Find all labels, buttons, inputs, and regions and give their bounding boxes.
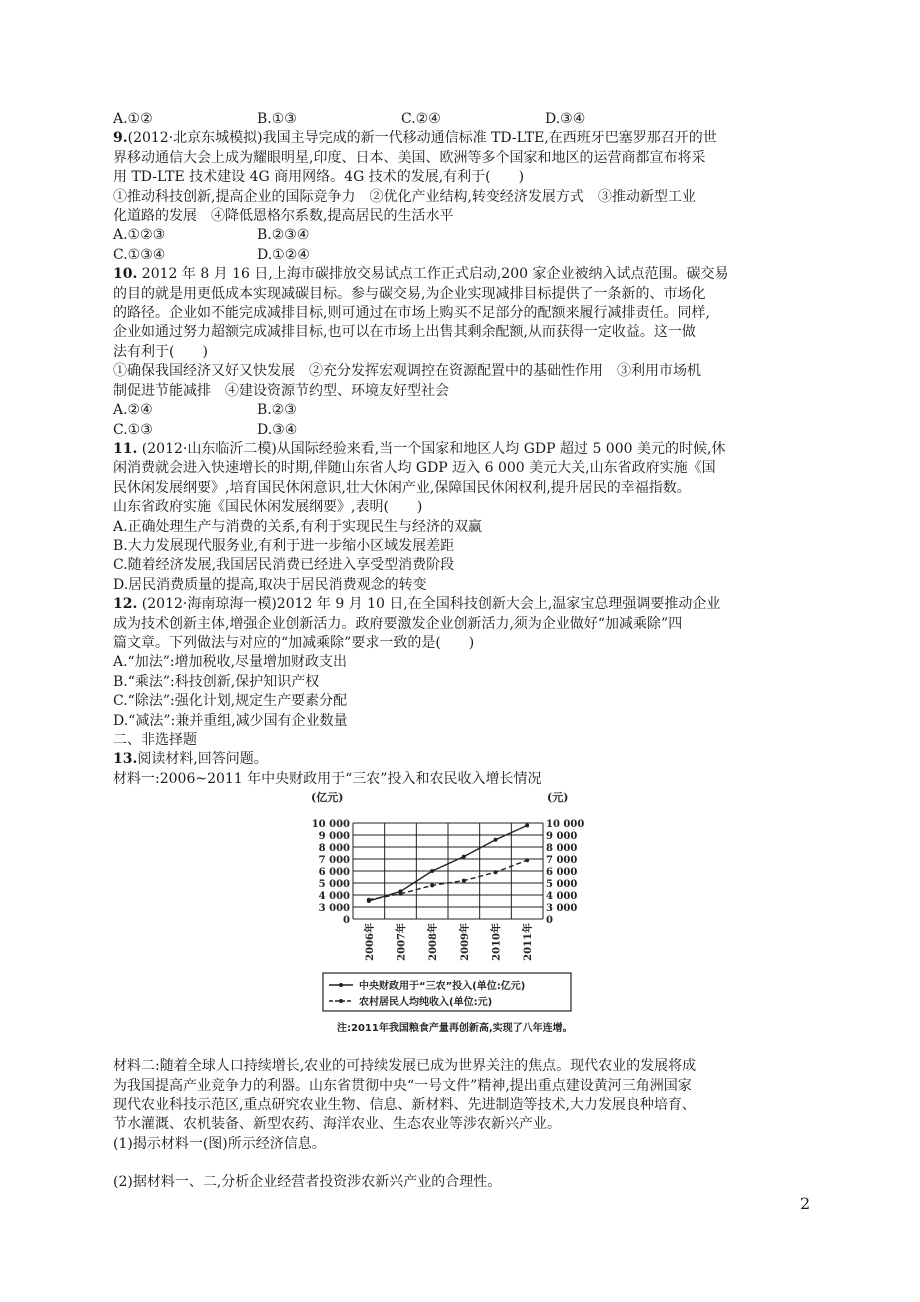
top-options [113,110,821,129]
question-text: 制促进节能减排 ④建设资源节约型、环境友好型社会 [113,382,449,399]
option[interactable]: C.②④ [401,111,441,127]
question-text: (2012·山东临沂二模)从国际经验来看,当一个国家和地区人均 GDP 超过 5 000 美元的时候,休 [137,440,726,457]
legend-marker-2 [339,999,343,1003]
chart-note: 注:2011年我国粮食产量再创新高,实现了八年连增。 [337,1023,573,1035]
option[interactable]: B.①③ [257,111,297,127]
question-text: 成为技术创新主体,增强企业创新活力。政府要激发企业创新活力,须为企业做好“加减乘除”四 [113,615,683,632]
y-tick-label-right: 8 000 [546,843,578,855]
x-tick-label: 2011年 [523,923,535,962]
question-number: 9. [113,130,128,147]
option[interactable]: B.②③ [257,402,297,419]
option[interactable]: D.③④ [257,421,298,438]
question-12 [113,595,821,731]
question-10 [113,265,821,440]
legend-label-2: 农村居民人均纯收入(单位:元) [359,997,493,1009]
chart-container [113,789,821,1057]
option[interactable]: B.②③④ [257,227,310,244]
material-2-text: 现代农业科技示范区,重点研究农业生物、信息、新材料、先进制造等技术,大力发展良种培育、 [113,1097,696,1114]
data-point-series-2 [430,884,434,888]
material-1-title: 材料一:2006~2011 年中央财政用于“三农”投入和农民收入增长情况 [113,770,542,787]
option[interactable]: A.②④ [113,402,153,419]
option[interactable]: D.“减法”:兼并重组,减少国有企业数量 [113,712,348,729]
line-chart [303,789,633,1054]
data-point-series-2 [494,870,498,874]
worksheet [113,110,821,1193]
data-point-series-1 [494,838,498,842]
x-tick-label: 2007年 [396,923,408,962]
y-tick-label-left: 0 [343,915,350,927]
question-text: 的目的就是用更低成本实现减碳目标。参与碳交易,为企业实现减排目标提供了一条新的、市场化 [113,285,706,302]
x-tick-label: 2010年 [491,923,503,962]
y-tick-label-right: 6 000 [546,867,578,879]
right-axis-unit: (元) [547,791,569,805]
y-tick-label-right: 10 000 [546,819,585,831]
question-text: 山东省政府实施《国民休闲发展纲要》,表明( ) [113,499,423,516]
sub-question-1: (1)揭示材料一(图)所示经济信息。 [113,1135,326,1152]
question-text: 篇文章。下列做法与对应的“加减乘除”要求一致的是( ) [113,634,475,651]
question-9 [113,129,821,265]
option[interactable]: C.“除法”:强化计划,规定生产要素分配 [113,693,348,710]
page-number: 2 [800,1194,811,1213]
data-point-series-1 [430,869,434,873]
data-point-series-1 [525,824,529,828]
option[interactable]: D.①②④ [257,246,310,263]
legend-label-1: 中央财政用于“三农”投入(单位:亿元) [359,981,526,993]
material-2-text: 为我国提高产业竞争力的利器。山东省贯彻中央“一号文件”精神,提出重点建设黄河三角洲国家 [113,1077,692,1094]
x-tick-label: 2009年 [459,923,471,962]
option[interactable]: A.①② [113,111,153,127]
y-tick-label-left: 3 000 [318,903,350,915]
option[interactable]: A.“加法”:增加税收,尽量增加财政支出 [113,654,348,671]
question-text: 化道路的发展 ④降低恩格尔系数,提高居民的生活水平 [113,208,454,225]
sub-question-2: (2)据材料一、二,分析企业经营者投资涉农新兴产业的合理性。 [113,1174,502,1191]
question-13 [113,750,821,1192]
question-text: (2012·北京东城模拟)我国主导完成的新一代移动通信标准 TD-LTE,在西班牙巴塞罗那召开的世 [127,130,717,147]
y-tick-label-right: 0 [546,915,553,927]
y-tick-label-right: 7 000 [546,855,578,867]
question-text: ①确保我国经济又好又快发展 ②充分发挥宏观调控在资源配置中的基础性作用 ③利用市场机 [113,363,701,380]
y-tick-label-right: 4 000 [546,891,578,903]
question-text: 法有利于( ) [113,343,208,360]
question-text: (2012·海南琼海一模)2012 年 9 月 10 日,在全国科技创新大会上,温家宝总理强调要推动企业 [137,596,721,613]
data-point-series-2 [399,892,403,896]
y-tick-label-left: 5 000 [318,879,350,891]
option[interactable]: A.正确处理生产与消费的关系,有利于实现民生与经济的双赢 [113,518,483,535]
left-axis-unit: (亿元) [311,791,344,805]
question-11 [113,440,821,595]
y-tick-label-left: 9 000 [318,831,350,843]
option[interactable]: D.③④ [545,111,586,127]
option[interactable]: C.随着经济发展,我国居民消费已经进入享受型消费阶段 [113,557,455,574]
question-text: 用 TD-LTE 技术建设 4G 商用网络。4G 技术的发展,有利于( ) [113,169,525,186]
data-point-series-1 [462,855,466,859]
question-text: 界移动通信大会上成为耀眼明星,印度、日本、美国、欧洲等多个国家和地区的运营商都宣布将采 [113,149,706,166]
option[interactable]: B.“乘法”:科技创新,保护知识产权 [113,673,320,690]
y-tick-label-left: 7 000 [318,855,350,867]
y-tick-label-right: 9 000 [546,831,578,843]
legend-marker-1 [339,983,343,987]
y-tick-label-right: 5 000 [546,879,578,891]
question-text: 民休闲发展纲要》,培育国民休闲意识,壮大休闲产业,保障国民休闲权利,提升居民的幸福指数。 [113,479,691,496]
question-text: 阅读材料,回答问题。 [137,751,268,768]
question-text: 闲消费就会进入快速增长的时期,伴随山东省人均 GDP 迈入 6 000 美元大关,山东省政府实施《国 [113,460,716,477]
section-heading: 二、非选择题 [113,732,197,748]
data-point-series-2 [525,858,529,862]
y-tick-label-left: 6 000 [318,867,350,879]
option[interactable]: B.大力发展现代服务业,有利于进一步缩小区域发展差距 [113,537,455,554]
question-number: 13. [113,751,138,768]
x-tick-label: 2006年 [364,923,376,962]
option[interactable]: C.①③④ [113,246,166,263]
material-2-text: 材料二:随着全球人口持续增长,农业的可持续发展已成为世界关注的焦点。现代农业的发展将成 [113,1058,697,1075]
question-number: 12. [113,596,138,613]
y-tick-label-left: 8 000 [318,843,350,855]
x-tick-label: 2008年 [428,923,440,962]
question-text: 的路径。企业如不能完成减排目标,则可通过在市场上购买不足部分的配额来履行减排责任。同样, [113,305,710,322]
data-point-series-2 [462,879,466,883]
option[interactable]: A.①②③ [113,227,166,244]
question-text: 2012 年 8 月 16 日,上海市碳排放交易试点工作正式启动,200 家企业被纳入试点范围。碳交易 [137,266,729,283]
question-text: ①推动科技创新,提高企业的国际竞争力 ②优化产业结构,转变经济发展方式 ③推动新型工业 [113,188,696,205]
y-tick-label-left: 10 000 [311,819,350,831]
question-text: 企业如通过努力超额完成减排目标,也可以在市场上出售其剩余配额,从而获得一定收益。这一做 [113,324,696,341]
question-number: 10. [113,266,138,283]
option[interactable]: C.①③ [113,421,153,438]
y-tick-label-right: 3 000 [546,903,578,915]
question-number: 11. [113,440,138,457]
y-tick-label-left: 4 000 [318,891,350,903]
material-2-text: 节水灌溉、农机装备、新型农药、海洋农业、生态农业等涉农新兴产业。 [113,1116,561,1133]
data-point-series-2 [367,898,371,902]
option[interactable]: D.居民消费质量的提高,取决于居民消费观念的转变 [113,576,427,593]
